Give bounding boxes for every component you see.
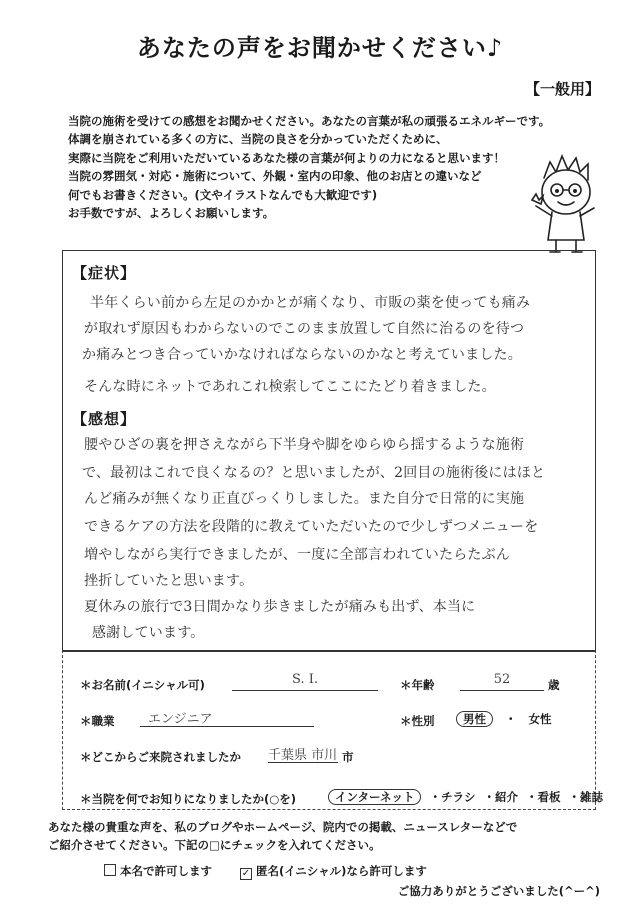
mascot-illustration xyxy=(522,148,612,258)
age-field[interactable]: 52 xyxy=(460,672,544,691)
gender-male-option[interactable]: 男性 xyxy=(456,711,493,727)
symptoms-line: か痛みとつき合っていかなければならないのかなと考えていました。 xyxy=(82,347,522,363)
realname-checkbox[interactable] xyxy=(104,864,116,876)
age-unit: 歳 xyxy=(548,678,560,692)
origin-field[interactable]: 千葉県 市川 xyxy=(268,744,338,763)
name-label: ＊お名前(イニシャル可) xyxy=(80,678,205,692)
intro-line: お手数ですが、よろしくお願いします。 xyxy=(68,206,275,221)
form-type-tag: 【一般用】 xyxy=(524,80,600,98)
gender-female-option[interactable]: 女性 xyxy=(528,712,552,726)
thanks-text: ご協力ありがとうございました(^ー^) xyxy=(397,884,600,898)
job-label: ＊職業 xyxy=(80,714,115,728)
origin-unit: 市 xyxy=(342,750,354,764)
anonymous-checkbox[interactable]: ✓ xyxy=(241,868,251,879)
symptoms-line: 半年くらい前から左足のかかとが痛くなり、市販の薬を使っても痛み xyxy=(90,295,531,311)
symptoms-label: 【症状】 xyxy=(72,264,137,282)
anonymous-label: 匿名(イニシャル)なら許可します xyxy=(256,864,427,878)
age-label: ＊年齢 xyxy=(400,678,435,692)
referral-options xyxy=(328,789,603,805)
referral-option-magazine[interactable]: ・雑誌 xyxy=(568,790,604,804)
name-field[interactable]: S. I. xyxy=(232,672,378,691)
gender-label: ＊性別 xyxy=(400,714,435,728)
page-title: あなたの声をお聞かせください♪ xyxy=(136,34,504,62)
intro-line: 体調を崩されている多くの方に、当院の良さを分かっていただくために、 xyxy=(68,132,448,147)
impressions-line: 夏休みの旅行で3日間かなり歩きましたが痛みも出ず、本当に xyxy=(84,599,476,615)
consent-option-realname[interactable] xyxy=(104,863,212,879)
impressions-line: で、最初はこれで良くなるの？と思いましたが、2回目の施術後にはほと xyxy=(82,465,546,481)
impressions-line: できるケアの方法を段階的に教えていただいたので少しずつメニューを xyxy=(84,519,539,535)
impressions-line: 挫折していたと思います。 xyxy=(84,573,254,589)
impressions-line: 腰やひざの裏を押さえながら下半身や脚をゆらゆら揺するような施術 xyxy=(84,437,525,453)
realname-label: 本名で許可します xyxy=(120,864,212,878)
impressions-line: 感謝しています。 xyxy=(92,625,205,641)
consent-line: ご紹介させてください。下記の□にチェックを入れてください。 xyxy=(48,838,381,852)
job-field[interactable]: エンジニア xyxy=(140,708,314,727)
intro-line: 何でもお書きください。(文やイラストなんでも大歓迎です) xyxy=(68,187,378,202)
consent-text xyxy=(48,818,517,854)
origin-label: ＊どこからご来院されましたか xyxy=(80,750,241,764)
impressions-line: んど痛みが無くなり正直びっくりしました。また自分で日常的に実施 xyxy=(84,491,525,507)
intro-line: 実際に当院をご利用いただいているあなた様の言葉が何よりの力になると思います！ xyxy=(68,150,505,165)
referral-option-introduction[interactable]: ・紹介 xyxy=(483,790,518,804)
intro-text xyxy=(68,112,551,222)
referral-option-signboard[interactable]: ・看板 xyxy=(526,790,561,804)
consent-line: あなた様の貴重な声を、私のブログやホームページ、院内での掲載、ニュースレターなどで xyxy=(48,820,518,834)
impressions-line: 増やしながら実行できましたが、一度に全部言われていたらたぶん xyxy=(84,547,510,563)
symptoms-line: が取れず原因もわからないのでこのまま放置して自然に治るのを待つ xyxy=(84,321,525,337)
gender-separator: ・ xyxy=(505,712,517,726)
intro-line: 当院の施術を受けての感想をお聞かせください。あなたの言葉が私の頑張るエネルギーです。 xyxy=(68,114,551,128)
symptoms-line: そんな時にネットであれこれ検索してここにたどり着きました。 xyxy=(84,379,496,395)
intro-line: 当院の雰囲気・対応・施術について、外観・室内の印象、他のお店との違いなど xyxy=(68,169,482,184)
impressions-label: 【感想】 xyxy=(72,410,137,428)
consent-option-anonymous[interactable] xyxy=(240,863,427,880)
referral-option-internet[interactable]: インターネット xyxy=(328,789,421,805)
referral-label: ＊当院を何でお知りになりましたか(○を) xyxy=(80,792,297,806)
referral-option-flyer[interactable]: ・チラシ xyxy=(429,790,476,804)
